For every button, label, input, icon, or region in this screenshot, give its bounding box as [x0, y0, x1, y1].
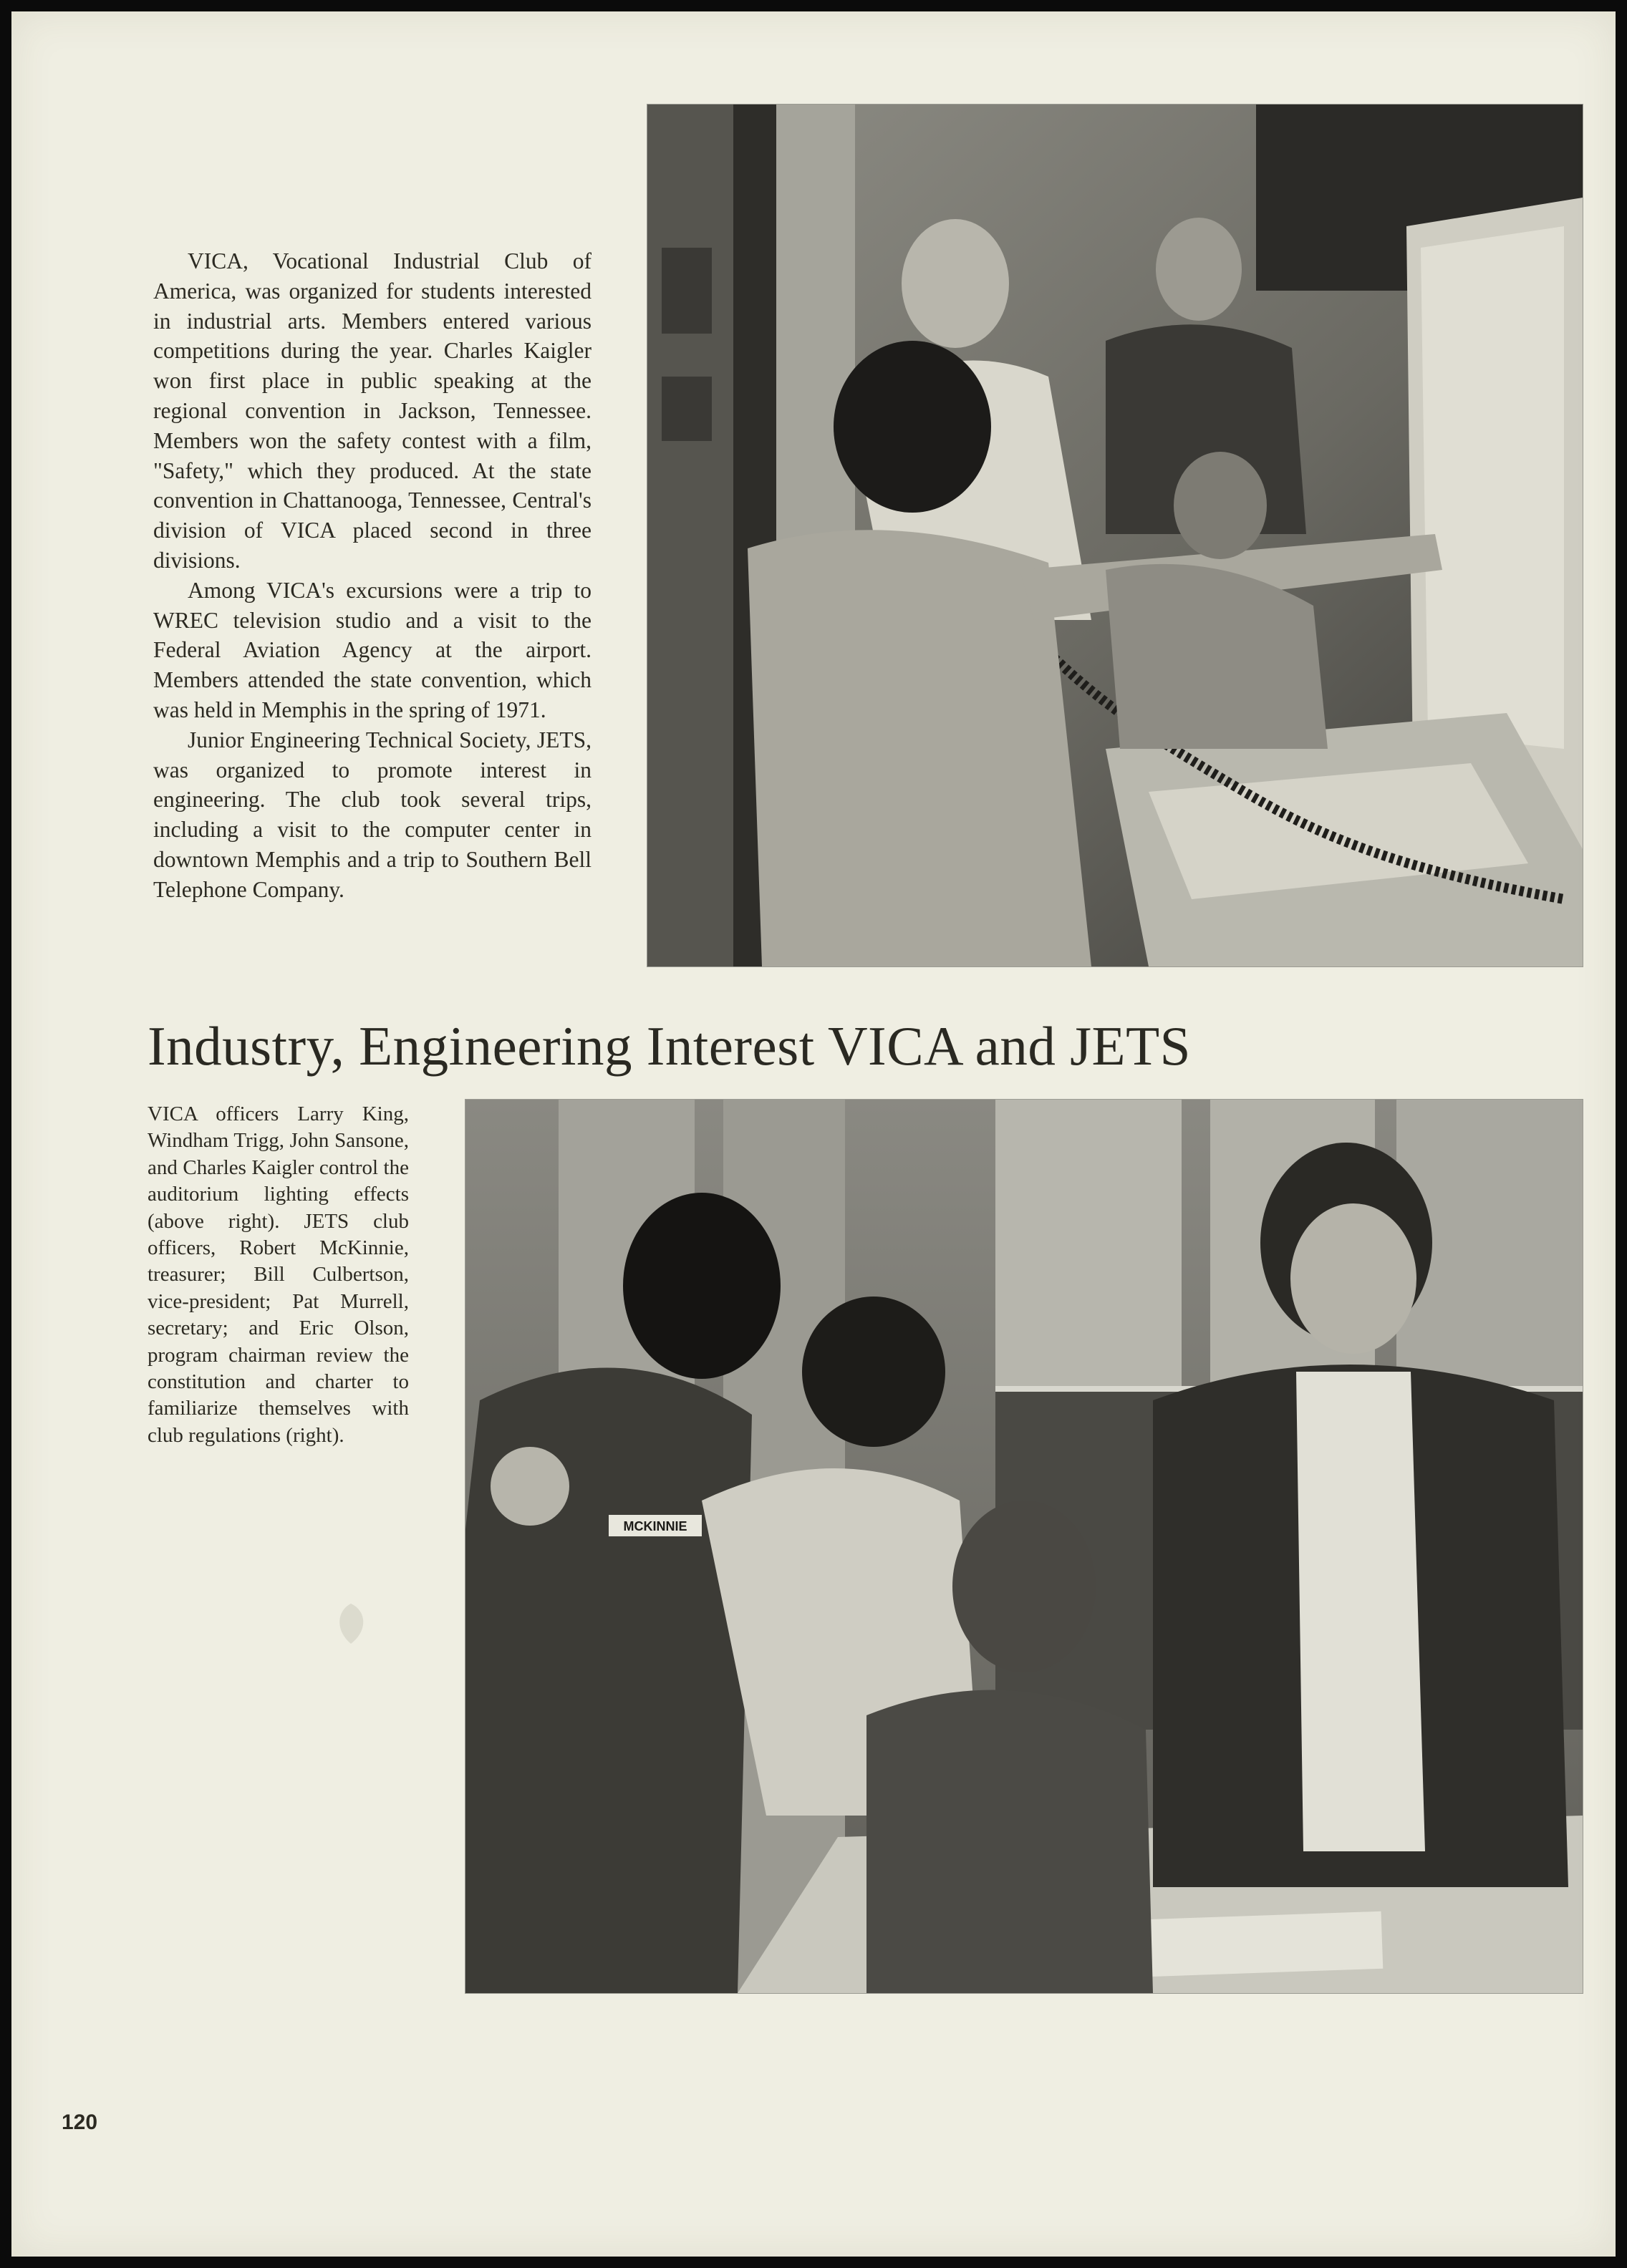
photo-jets-officers-image — [465, 1100, 1583, 1993]
article-body — [153, 246, 592, 905]
article-paragraph: VICA, Vocational Industrial Club of America, was organized for students interested in industrial arts. Members entered various competitions during the year. Charles Kaigler won first place in public speaking at the regional convention in Jackson, Tennessee. Members won the safety contest with a film, "Safety," which they produced. At the state convention in Chattanooga, Tennessee, Central's division of VICA placed second in three divisions. — [153, 248, 592, 573]
decorative-mark — [332, 1602, 370, 1645]
name-badge-text: MCKINNIE — [623, 1519, 687, 1533]
photo-caption: VICA officers Larry King, Windham Trigg, John Sansone, and Charles Kaigler control the auditorium lighting effects (above right). JETS club officers, Robert McKinnie, treasurer; Bill Culbertson, vice-president; Pat Murrell, secretary; and Eric Olson, program chairman review the constitution and charter to familiarize themselves with club regulations (right). — [148, 1102, 409, 1447]
photo-jets-officers — [465, 1100, 1583, 1993]
article-paragraph: Junior Engineering Technical Society, JETS, was organized to promote interest in engineering. The club took several trips, including a visit to the computer center in downtown Memphis and a trip to Southern Bell Telephone Company. — [153, 727, 592, 902]
page-headline: Industry, Engineering Interest VICA and JETS — [148, 1015, 1191, 1077]
article-paragraph: Among VICA's excursions were a trip to WREC television studio and a visit to the Federal Aviation Agency at the airport. Members attended the state convention, which was held in Memphis in the spring of 1971. — [153, 577, 592, 722]
page-number: 120 — [62, 2110, 98, 2134]
photo-lighting-control — [647, 105, 1583, 966]
yearbook-page — [11, 11, 1616, 2257]
photo-lighting-control-image — [647, 105, 1583, 966]
